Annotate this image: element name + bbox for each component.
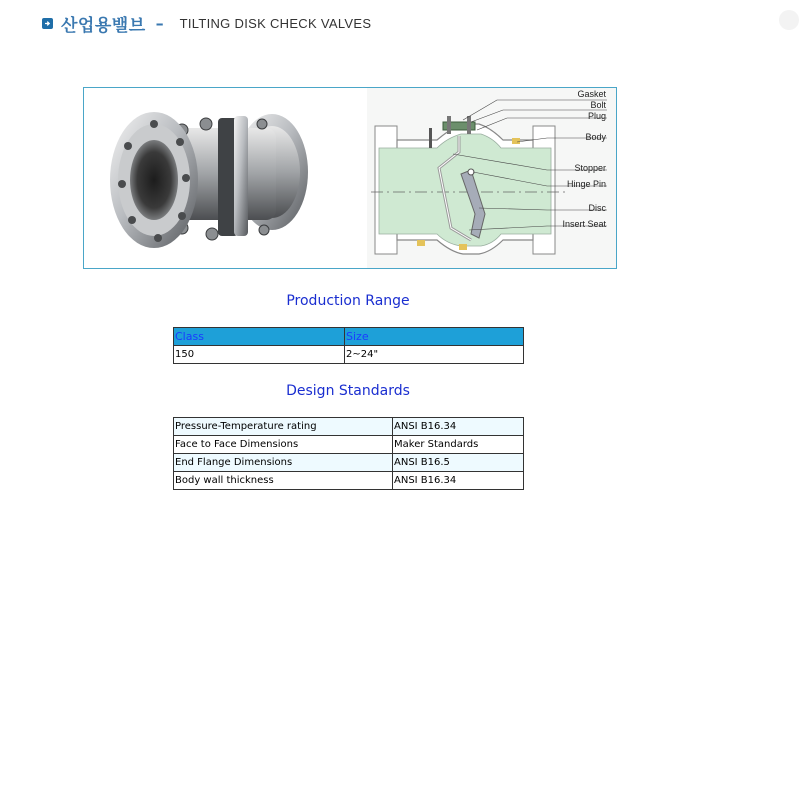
cell-class: 150	[174, 346, 345, 364]
table-row	[174, 472, 524, 490]
valve-cross-section-diagram	[367, 88, 616, 268]
table-row	[174, 454, 524, 472]
callout-stopper: Stopper	[574, 163, 606, 173]
standard-value: ANSI B16.34	[393, 418, 524, 436]
standard-item: Face to Face Dimensions	[174, 436, 393, 454]
standard-value: Maker Standards	[393, 436, 524, 454]
table-row	[174, 418, 524, 436]
cell-size: 2~24"	[345, 346, 524, 364]
callout-gasket: Gasket	[577, 89, 606, 99]
corner-decoration	[779, 10, 799, 30]
page-header	[42, 11, 371, 35]
callout-plug: Plug	[587, 111, 606, 121]
table-header-row	[174, 328, 524, 346]
valve-photo	[84, 88, 369, 268]
standard-item: Body wall thickness	[174, 472, 393, 490]
arrow-right-icon	[42, 18, 53, 29]
column-header-size: Size	[345, 328, 524, 346]
table-row	[174, 436, 524, 454]
production-range-table	[173, 327, 524, 364]
product-figure	[83, 87, 617, 269]
callout-body: Body	[585, 132, 606, 142]
callout-insert-seat: Insert Seat	[562, 219, 606, 229]
design-standards-table	[173, 417, 524, 490]
page-title-korean: 산업용밸브	[61, 15, 146, 36]
page-title-english: TILTING DISK CHECK VALVES	[179, 15, 372, 31]
standard-item: End Flange Dimensions	[174, 454, 393, 472]
production-range-title: Production Range	[286, 293, 410, 309]
standard-value: ANSI B16.5	[393, 454, 524, 472]
title-separator: –	[155, 13, 164, 33]
design-standards-title: Design Standards	[286, 383, 410, 399]
table-row	[174, 346, 524, 364]
column-header-class: Class	[174, 328, 345, 346]
callout-hinge-pin: Hinge Pin	[566, 179, 606, 189]
callout-bolt: Bolt	[590, 100, 606, 110]
standard-item: Pressure-Temperature rating	[174, 418, 393, 436]
callout-disc: Disc	[588, 203, 606, 213]
standard-value: ANSI B16.34	[393, 472, 524, 490]
